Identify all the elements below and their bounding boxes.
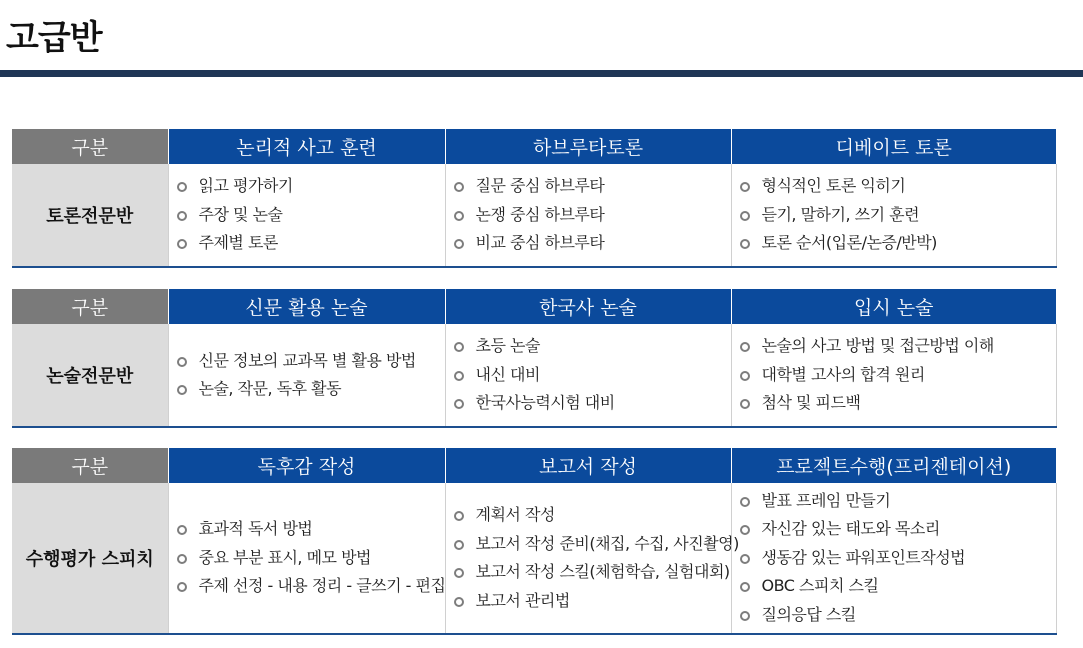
list-item-text: 토론 순서(입론/논증/반박) [761,233,937,253]
circle-bullet-icon [740,239,750,249]
item-list [177,347,445,404]
list-item-text: 듣기, 말하기, 쓰기 훈련 [761,204,920,224]
list-item-text: 질문 중심 하브루타 [475,176,605,196]
circle-bullet-icon [454,597,464,607]
course-cell [731,483,1056,634]
circle-bullet-icon [177,239,187,249]
course-table [12,448,1057,635]
list-item-text: 논쟁 중심 하브루타 [475,204,605,224]
list-item [177,572,445,601]
circle-bullet-icon [454,182,464,192]
column-header: 디베이트 토론 [731,129,1056,164]
course-cell [168,483,445,634]
list-item [177,229,445,258]
list-item [740,332,1056,361]
list-item [177,347,445,376]
circle-bullet-icon [740,611,750,621]
circle-bullet-icon [740,342,750,352]
list-item-text: 보고서 작성 준비(채집, 수집, 사진촬영) [475,533,739,553]
circle-bullet-icon [740,582,750,592]
item-list [740,487,1056,630]
row-name: 토론전문반 [12,164,168,267]
list-item-text: 질의응답 스킬 [761,604,856,624]
list-item-text: 보고서 작성 스킬(체험학습, 실험대회) [475,562,730,581]
list-item-text: 주제별 토론 [198,233,278,253]
column-header: 프로젝트수행(프리젠테이션) [731,448,1056,483]
list-item [177,201,445,230]
list-item [454,587,731,616]
item-list [177,515,445,601]
title-divider [0,70,1083,77]
circle-bullet-icon [454,371,464,381]
circle-bullet-icon [740,211,750,221]
table-row [12,324,1056,427]
circle-bullet-icon [177,582,187,592]
list-item [740,601,1056,630]
list-item [740,544,1056,573]
list-item-text: 내신 대비 [475,364,540,384]
list-item-text: 주제 선정 - 내용 정리 - 글쓰기 - 편집 [198,576,446,596]
list-item [740,572,1056,601]
circle-bullet-icon [177,525,187,535]
list-item-text: 중요 부분 표시, 메모 방법 [198,547,371,567]
list-item [740,229,1056,258]
list-item-text: 자신감 있는 태도와 목소리 [761,519,940,539]
item-list [454,501,739,615]
list-item [740,201,1056,230]
list-item-text: 첨삭 및 피드백 [761,393,861,413]
column-header: 신문 활용 논술 [168,289,445,324]
list-item-text: 효과적 독서 방법 [198,519,313,539]
circle-bullet-icon [177,554,187,564]
list-item [177,544,445,573]
list-item-text: 계획서 작성 [475,505,555,524]
circle-bullet-icon [454,239,464,249]
list-item [740,515,1056,544]
page-title: 고급반 [6,18,102,58]
course-table [12,289,1057,428]
item-list [177,172,445,258]
table-row [12,483,1056,634]
list-item [740,389,1056,418]
list-item [177,375,445,404]
course-cell [168,164,445,267]
list-item [454,389,731,418]
row-name: 수행평가 스피치 [12,483,168,634]
list-item [177,515,445,544]
circle-bullet-icon [454,399,464,409]
course-cell [445,324,731,427]
list-item [454,501,731,530]
circle-bullet-icon [177,357,187,367]
table-header-row [12,448,1056,483]
list-item [740,361,1056,390]
list-item [454,201,731,230]
table-header-row [12,129,1056,164]
item-list [740,332,1056,418]
list-item-text: 비교 중심 하브루타 [475,233,605,253]
course-cell [731,324,1056,427]
gubun-header: 구분 [12,289,168,324]
circle-bullet-icon [454,342,464,352]
list-item-text: 형식적인 토론 익히기 [761,176,906,196]
item-list [454,332,731,418]
list-item [740,172,1056,201]
table-row [12,164,1056,267]
list-item-text: 대학별 고사의 합격 원리 [761,364,925,384]
list-item-text: 주장 및 논술 [198,204,283,224]
list-item [177,172,445,201]
circle-bullet-icon [740,399,750,409]
circle-bullet-icon [740,525,750,535]
list-item-text: 논술, 작문, 독후 활동 [198,379,342,398]
column-header: 논리적 사고 훈련 [168,129,445,164]
course-cell [731,164,1056,267]
item-list [740,172,1056,258]
circle-bullet-icon [454,568,464,578]
list-item-text: OBC 스피치 스킬 [761,576,879,596]
list-item [454,558,731,587]
column-header: 하브루타토론 [445,129,731,164]
circle-bullet-icon [454,211,464,221]
list-item-text: 논술의 사고 방법 및 접근방법 이해 [761,336,994,356]
circle-bullet-icon [740,371,750,381]
list-item-text: 생동감 있는 파워포인트작성법 [761,547,966,567]
list-item [454,361,731,390]
table-header-row [12,289,1056,324]
course-table [12,129,1057,268]
course-cell [445,483,739,634]
list-item-text: 읽고 평가하기 [198,176,293,196]
column-header: 독후감 작성 [168,448,445,483]
circle-bullet-icon [740,497,750,507]
row-name: 논술전문반 [12,324,168,427]
item-list [454,172,731,258]
column-header: 입시 논술 [731,289,1056,324]
list-item [454,229,731,258]
gubun-header: 구분 [12,129,168,164]
list-item [454,172,731,201]
list-item [454,332,731,361]
list-item [454,530,739,559]
circle-bullet-icon [740,554,750,564]
column-header: 보고서 작성 [445,448,731,483]
list-item-text: 초등 논술 [475,336,540,356]
list-item [740,487,1056,516]
column-header: 한국사 논술 [445,289,731,324]
list-item-text: 한국사능력시험 대비 [475,393,615,413]
circle-bullet-icon [177,211,187,221]
circle-bullet-icon [740,182,750,192]
circle-bullet-icon [177,385,187,395]
circle-bullet-icon [454,540,464,550]
circle-bullet-icon [177,182,187,192]
list-item-text: 발표 프레임 만들기 [761,490,891,510]
list-item-text: 신문 정보의 교과목 별 활용 방법 [198,350,416,370]
course-cell [168,324,445,427]
list-item-text: 보고서 관리법 [475,590,570,610]
circle-bullet-icon [454,511,464,521]
gubun-header: 구분 [12,448,168,483]
course-cell [445,164,731,267]
